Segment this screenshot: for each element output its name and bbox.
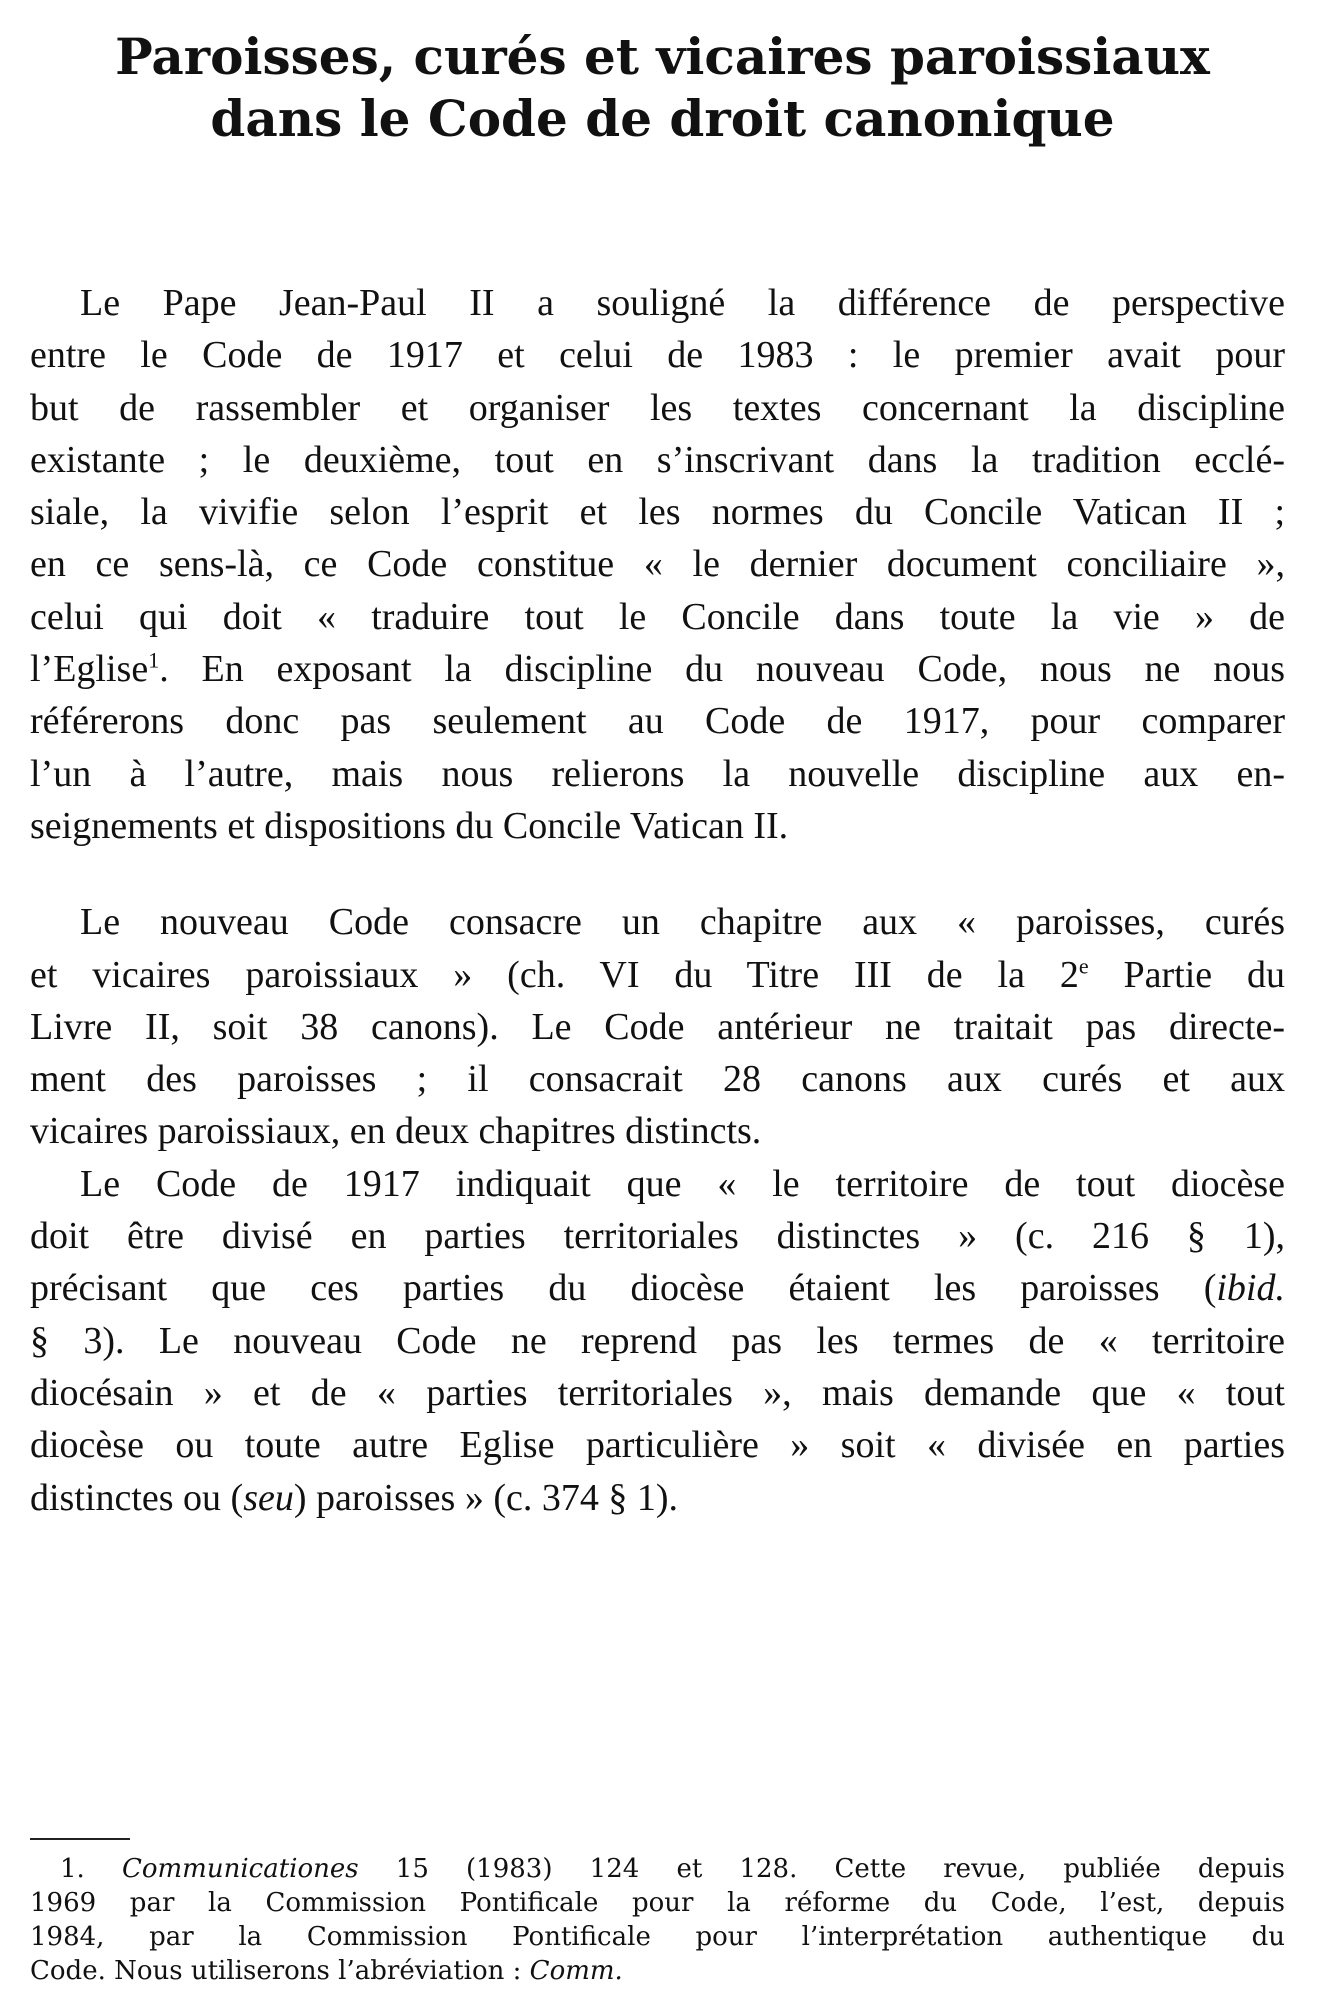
text-fragment: précisant que ces parties du diocèse étaient les paroisses ( <box>30 1267 1217 1310</box>
text-line: diocèse ou toute autre Eglise particulière » soit « divisée en parties <box>30 1424 1285 1467</box>
text-line <box>30 1472 1285 1524</box>
text-line: celui qui doit « traduire tout le Concile dans toute la vie » de <box>30 595 1285 638</box>
text-line: ment des paroisses ; il consacrait 28 canons aux curés et aux <box>30 1058 1285 1101</box>
text-line: Le Code de 1917 indiquait que « le territoire de tout diocèse <box>80 1162 1285 1205</box>
text-fragment: . En exposant la discipline du nouveau Code, nous ne nous <box>159 648 1285 691</box>
text-line: doit être divisé en parties territoriales distinctes » (c. 216 § 1), <box>30 1215 1285 1258</box>
text-line <box>30 1262 1285 1314</box>
text-line: diocésain » et de « parties territoriales », mais demande que « tout <box>30 1371 1285 1414</box>
text-line: l’un à l’autre, mais nous relierons la nouvelle discipline aux en- <box>30 752 1285 795</box>
paragraph-3 <box>30 1158 1285 1524</box>
title-line-1: Paroisses, curés et vicaires paroissiaux <box>115 27 1210 86</box>
text-fragment: Partie du <box>1088 953 1286 996</box>
footnote-source: Communicationes <box>121 1854 359 1884</box>
text-line: en ce sens-là, ce Code constitue « le dernier document conciliaire », <box>30 543 1285 586</box>
text-line <box>30 949 1285 1001</box>
text-fragment: et vicaires paroissiaux » (ch. VI du Titre III de la 2 <box>30 953 1079 996</box>
footnote-number: 1. <box>60 1854 85 1884</box>
superscript: e <box>1078 952 1089 978</box>
text-line: Le nouveau Code consacre un chapitre aux « paroisses, curés <box>80 901 1285 944</box>
footnote-line <box>30 1852 1285 1886</box>
footnote-line: 1984, par la Commission Pontificale pour l’interprétation authentique du <box>30 1922 1285 1952</box>
text-fragment: Code. Nous utiliserons l’abréviation : <box>30 1956 530 1986</box>
footnote-divider <box>30 1838 130 1840</box>
footnote-abbreviation: Comm. <box>529 1956 623 1986</box>
text-line: Livre II, soit 38 canons). Le Code antérieur ne traitait pas directe- <box>30 1005 1285 1048</box>
italic-ibid: ibid. <box>1216 1267 1285 1310</box>
text-line <box>30 643 1285 695</box>
text-line: but de rassembler et organiser les textes concernant la discipline <box>30 386 1285 429</box>
footnote-reference[interactable]: 1 <box>148 647 160 673</box>
text-line: Le Pape Jean-Paul II a souligné la différence de perspective <box>80 282 1285 324</box>
text-line: existante ; le deuxième, tout en s’inscrivant dans la tradition ecclé- <box>30 438 1285 481</box>
text-line: vicaires paroissiaux, en deux chapitres distincts. <box>30 1110 762 1153</box>
text-line: entre le Code de 1917 et celui de 1983 : le premier avait pour <box>30 334 1285 377</box>
paragraph-1 <box>30 277 1285 852</box>
body-text <box>30 277 1285 1524</box>
text-line: § 3). Le nouveau Code ne reprend pas les termes de « territoire <box>30 1319 1285 1362</box>
footnote-line <box>30 1954 1285 1988</box>
text-line: référerons donc pas seulement au Code de 1917, pour comparer <box>30 700 1285 743</box>
title-line-2: dans le Code de droit canonique <box>210 89 1115 148</box>
text-fragment: 15 (1983) 124 et 128. Cette revue, publiée depuis <box>358 1854 1286 1884</box>
page-title <box>60 26 1265 150</box>
text-fragment: ) paroisses » (c. 374 § 1). <box>293 1476 678 1519</box>
paragraph-2 <box>30 896 1285 1157</box>
italic-seu: seu <box>243 1476 294 1519</box>
text-fragment: l’Eglise <box>30 648 149 691</box>
text-line: siale, la vivifie selon l’esprit et les normes du Concile Vatican II ; <box>30 491 1285 534</box>
text-line: seignements et dispositions du Concile Vatican II. <box>30 804 789 847</box>
text-fragment: distinctes ou ( <box>30 1476 244 1519</box>
footnote-line: 1969 par la Commission Pontificale pour la réforme du Code, l’est, depuis <box>30 1888 1285 1918</box>
footnote <box>30 1852 1285 1988</box>
